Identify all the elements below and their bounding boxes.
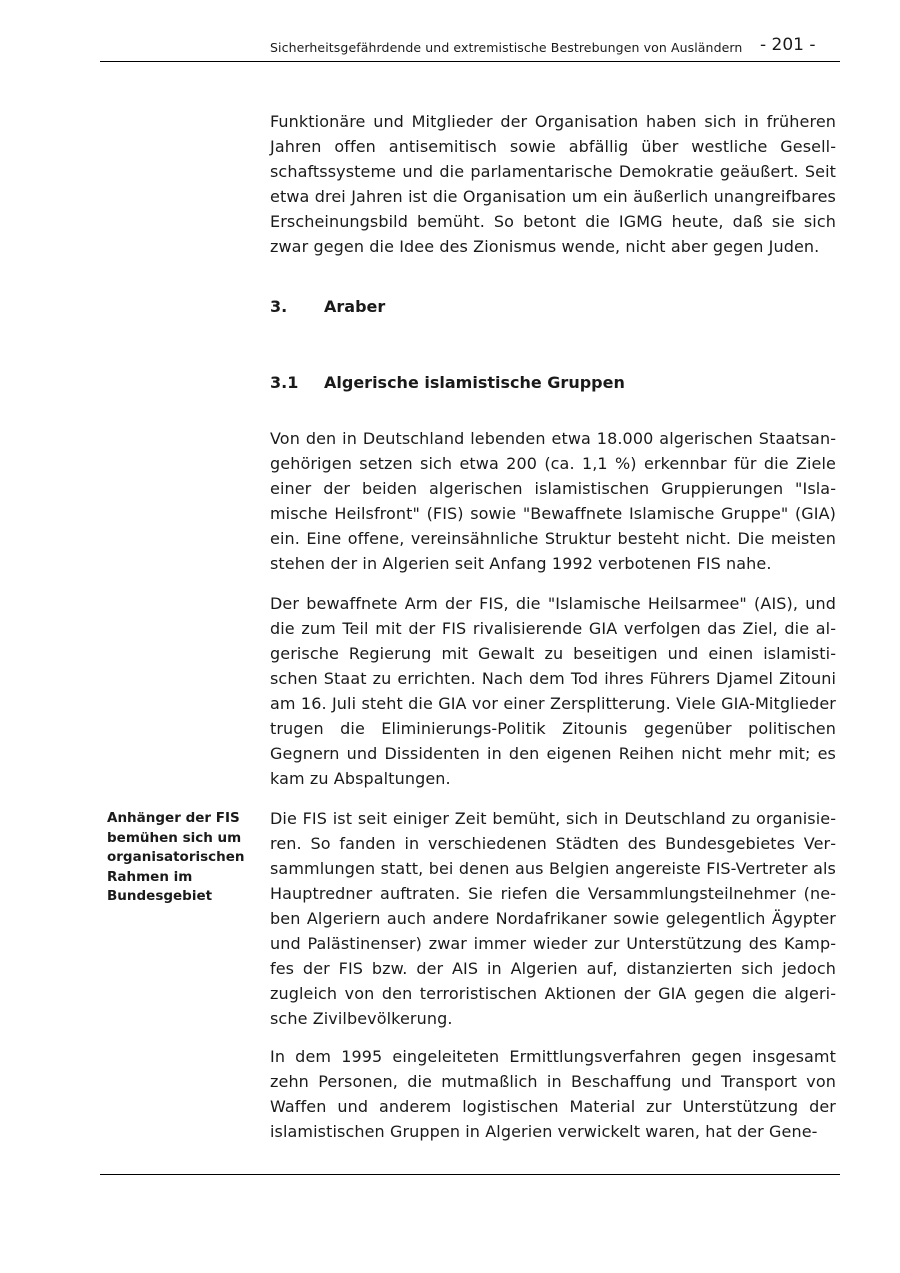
section-title: Araber xyxy=(324,297,386,316)
section-number: 3. xyxy=(270,297,288,316)
paragraph-investigation: In dem 1995 eingeleiteten Ermittlungsverfahren gegen insgesamt zehn Personen, die mutmaßlich in Beschaffung und Transport von Waffen und anderem logistischen Material zur Unterstützung der islamistischen Gruppen in Algerien verwickelt waren, hat der Gene- xyxy=(270,1047,836,1141)
page-header xyxy=(100,34,840,62)
section-title: Algerische islamistische Gruppen xyxy=(324,373,625,392)
paragraph-algerians: Von den in Deutschland lebenden etwa 18.000 algerischen Staatsangehörigen setzen sich etwa 200 (ca. 1,1 %) erkennbar für die Ziele einer der beiden algerischen islamistischen Gruppierungen "Islamische Heilsfront" (FIS) sowie "Bewaffnete Islamische Gruppe" (GIA) ein. Eine offene, vereinsähnliche Struktur besteht nicht. Die meisten stehen der in Algerien seit Anfang 1992 verbotenen FIS nahe. xyxy=(270,429,836,573)
page-number: - 201 - xyxy=(760,35,816,55)
margin-note-line: bemühen sich um xyxy=(107,829,242,846)
margin-note-line: Rahmen im xyxy=(107,868,193,885)
paragraph-igmg: Funktionäre und Mitglieder der Organisation haben sich in früheren Jahren offen antisemitisch sowie abfällig über westliche Gesellschaftssysteme und die parlamentarische Demokratie geäußert. Seit etwa drei Jahren ist die Organisation um ein äußerlich unangreifbares Erscheinungsbild bemüht. So betont die IGMG heute, daß sie sich zwar gegen die Idee des Zionismus wende, nicht aber gegen Juden. xyxy=(270,112,836,256)
section-heading-3 xyxy=(270,296,385,318)
paragraph-fis-germany: Die FIS ist seit einiger Zeit bemüht, sich in Deutschland zu organisieren. So fanden in verschiedenen Städten des Bundesgebietes Versammlungen statt, bei denen aus Belgien angereiste FIS-Vertreter als Hauptredner auftraten. Sie riefen die Versammlungsteilnehmer (neben Algeriern auch andere Nordafrikaner sowie gelegentlich Ägypter und Palästinenser) zwar immer wieder zur Unterstützung des Kampfes der FIS bzw. der AIS in Algerien auf, distanzierten sich jedoch zugleich von den terroristischen Aktionen der GIA gegen die algerische Zivilbevölkerung. xyxy=(270,809,836,1028)
margin-note-line: Bundesgebiet xyxy=(107,888,213,904)
running-title: Sicherheitsgefährdende und extremistische Bestrebungen von Ausländern xyxy=(270,40,743,55)
margin-note-line: organisatorischen xyxy=(107,849,245,865)
margin-note xyxy=(107,809,257,907)
footer-rule xyxy=(100,1174,840,1175)
paragraph-armed-wing: Der bewaffnete Arm der FIS, die "Islamische Heilsarmee" (AIS), und die zum Teil mit der FIS rivalisierende GIA verfolgen das Ziel, die algerische Regierung mit Gewalt zu beseitigen und einen islamistischen Staat zu errichten. Nach dem Tod ihres Führers Djamel Zitouni am 16. Juli steht die GIA vor einer Zersplitterung. Viele GIA-Mitglieder trugen die Eliminierungs-Politik Zitounis gegenüber politischen Gegnern und Dissidenten in den eigenen Reihen nicht mehr mit; es kam zu Abspaltungen. xyxy=(270,594,836,788)
margin-note-line: Anhänger der FIS xyxy=(107,810,240,826)
section-heading-3-1 xyxy=(270,372,625,394)
section-number: 3.1 xyxy=(270,373,299,392)
